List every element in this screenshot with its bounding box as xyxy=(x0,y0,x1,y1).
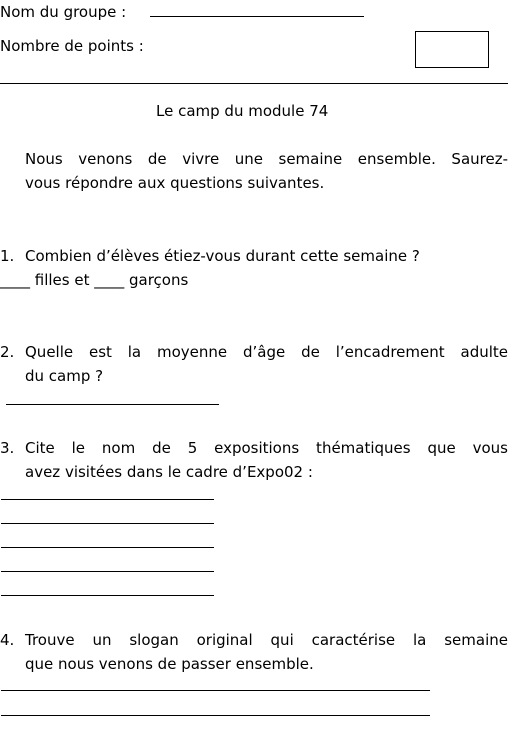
answer-line[interactable] xyxy=(1,595,214,596)
question-2-number: 2. xyxy=(0,343,15,361)
points-label: Nombre de points : xyxy=(0,37,144,55)
group-name-field[interactable] xyxy=(150,16,364,17)
question-1-text: Combien d’élèves étiez-vous durant cette semaine ? xyxy=(25,247,420,265)
page-title: Le camp du module 74 xyxy=(156,102,329,120)
points-box[interactable] xyxy=(415,31,489,68)
question-4-text-2: que nous venons de passer ensemble. xyxy=(25,655,314,673)
answer-line[interactable] xyxy=(1,523,214,524)
answer-line[interactable] xyxy=(1,499,214,500)
question-1-answer[interactable]: ____ filles et ____ garçons xyxy=(0,271,189,289)
question-3-text-1: Cite le nom de 5 expositions thématiques que vous xyxy=(25,439,508,457)
answer-line[interactable] xyxy=(1,715,430,716)
group-name-label: Nom du groupe : xyxy=(0,3,127,21)
answer-line[interactable] xyxy=(6,404,219,405)
intro-line-1: Nous venons de vivre une semaine ensemble. Saurez- xyxy=(25,150,508,168)
answer-line[interactable] xyxy=(1,571,214,572)
intro-line-2: vous répondre aux questions suivantes. xyxy=(25,174,325,192)
question-4-text-1: Trouve un slogan original qui caractérise la semaine xyxy=(25,631,508,649)
question-3-number: 3. xyxy=(0,439,15,457)
answer-line[interactable] xyxy=(1,547,214,548)
question-2-text-2: du camp ? xyxy=(25,367,104,385)
answer-line[interactable] xyxy=(1,690,430,691)
question-4-number: 4. xyxy=(0,631,15,649)
question-1-number: 1. xyxy=(0,247,15,265)
header-divider xyxy=(0,83,508,84)
question-3-text-2: avez visitées dans le cadre d’Expo02 : xyxy=(25,463,313,481)
question-2-text-1: Quelle est la moyenne d’âge de l’encadrement adulte xyxy=(25,343,508,361)
